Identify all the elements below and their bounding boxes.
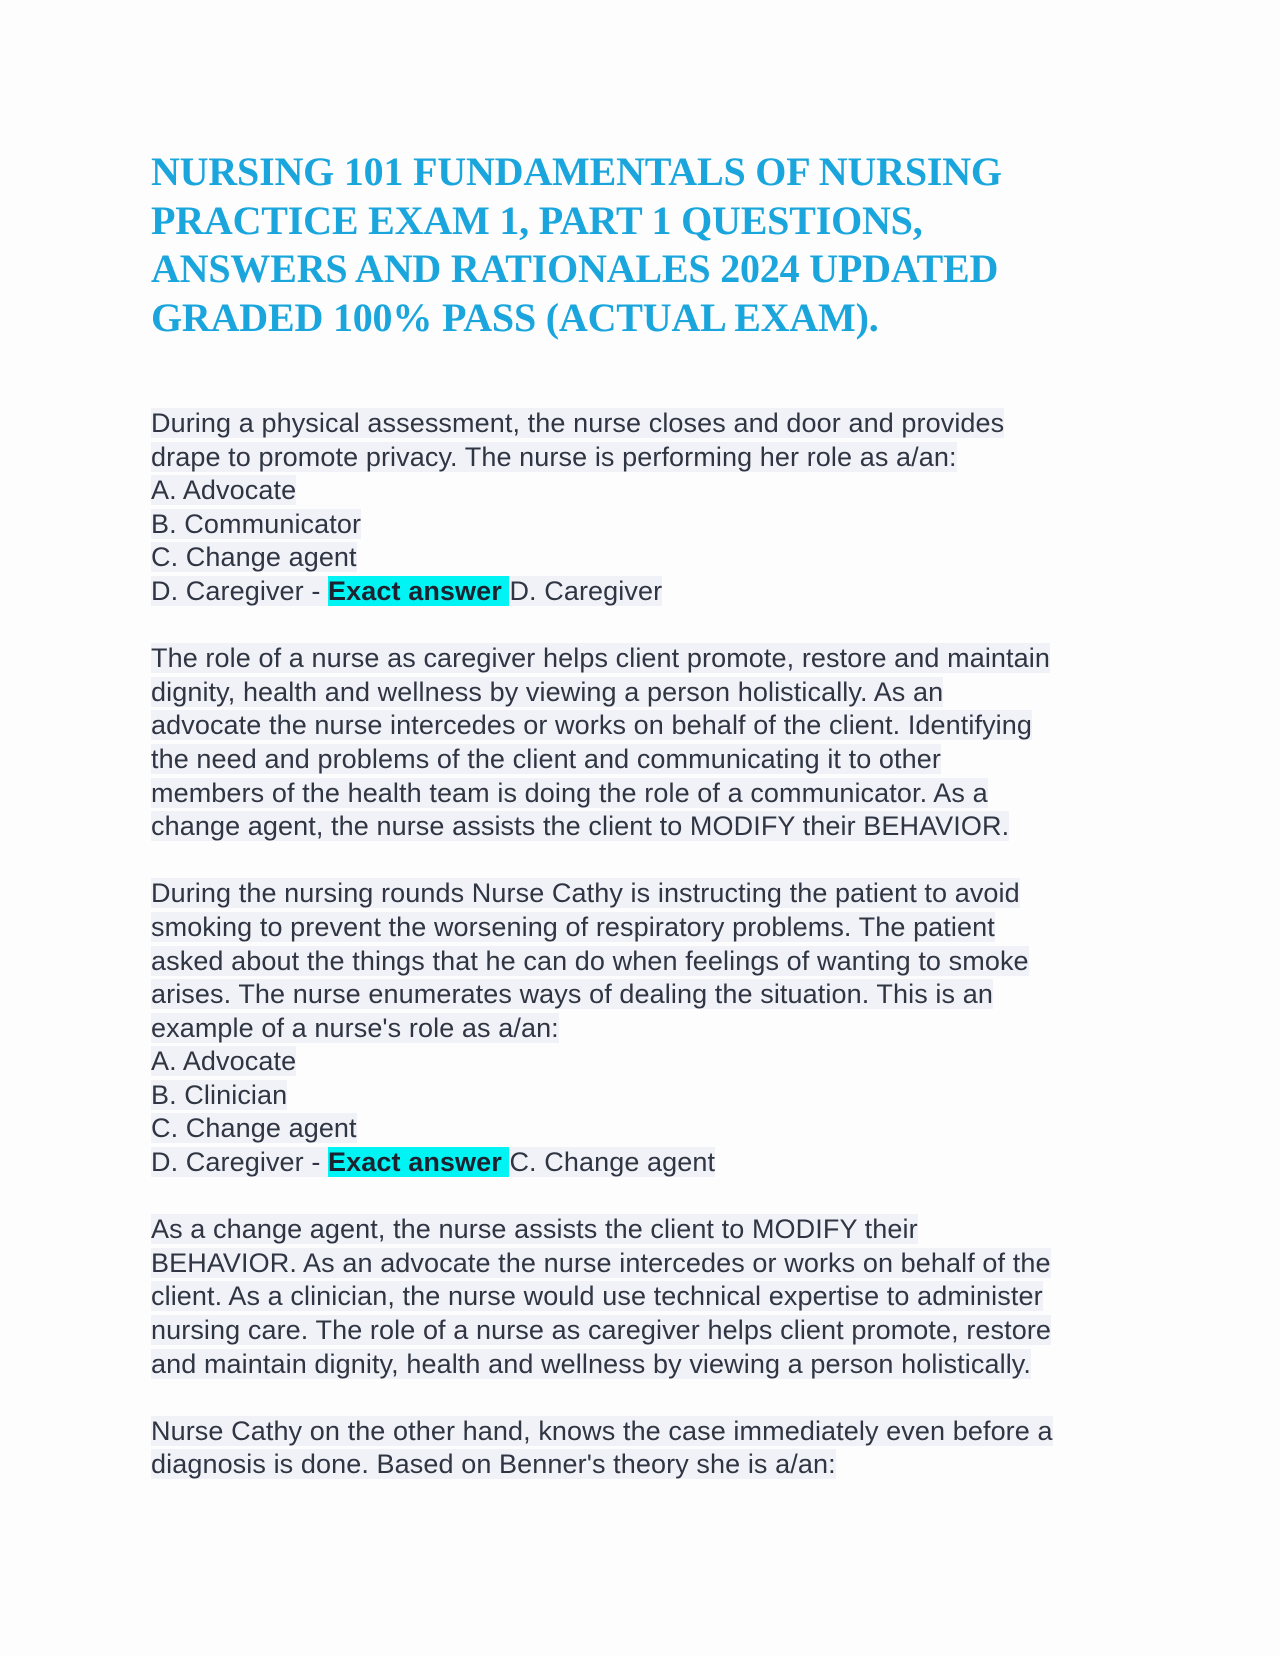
question-text-line: During the nursing rounds Nurse Cathy is instructing the patient to avoid xyxy=(151,878,1020,909)
rationale-line: nursing care. The role of a nurse as caregiver helps client promote, restore xyxy=(151,1315,1052,1346)
question-text-line: arises. The nurse enumerates ways of dealing the situation. This is an xyxy=(151,979,993,1010)
rationale-2 xyxy=(151,1213,1141,1381)
document-title xyxy=(151,148,1141,342)
question-1 xyxy=(151,407,1141,609)
option-d: D. Caregiver - xyxy=(151,1147,329,1178)
option-a: A. Advocate xyxy=(151,1046,297,1077)
title-line: GRADED 100% PASS (ACTUAL EXAM). xyxy=(151,294,879,340)
option-d-answer-line xyxy=(151,575,1141,609)
option-b: B. Clinician xyxy=(151,1079,288,1110)
rationale-line: dignity, health and wellness by viewing a person holistically. As an xyxy=(151,676,944,707)
option-c: C. Change agent xyxy=(151,1113,357,1144)
title-line: NURSING 101 FUNDAMENTALS OF NURSING xyxy=(151,149,1002,194)
exact-answer-highlight: Exact answer xyxy=(328,1147,510,1178)
question-text-line: During a physical assessment, the nurse closes and door and provides xyxy=(151,408,1005,438)
question-text-line: Nurse Cathy on the other hand, knows the case immediately even before a xyxy=(151,1415,1053,1446)
rationale-line: client. As a clinician, the nurse would use technical expertise to administer xyxy=(151,1281,1043,1312)
answer-value: D. Caregiver xyxy=(509,575,663,606)
question-text-line: example of a nurse's role as a/an: xyxy=(151,1012,559,1043)
option-d-answer-line xyxy=(151,1146,1141,1180)
title-line: PRACTICE EXAM 1, PART 1 QUESTIONS, xyxy=(151,197,923,243)
rationale-line: As a change agent, the nurse assists the client to MODIFY their xyxy=(151,1214,918,1245)
option-d: D. Caregiver - xyxy=(151,575,329,606)
document-body xyxy=(151,407,1141,1482)
rationale-line: the need and problems of the client and communicating it to other xyxy=(151,743,941,774)
option-c: C. Change agent xyxy=(151,542,357,573)
question-2 xyxy=(151,877,1141,1179)
option-b: B. Communicator xyxy=(151,508,362,539)
question-text-line: drape to promote privacy. The nurse is performing her role as a/an: xyxy=(151,441,957,472)
title-line: ANSWERS AND RATIONALES 2024 UPDATED xyxy=(151,246,999,291)
question-text-line: asked about the things that he can do when feelings of wanting to smoke xyxy=(151,945,1029,976)
rationale-line: and maintain dignity, health and wellness by viewing a person holistically. xyxy=(151,1348,1031,1379)
question-text-line: diagnosis is done. Based on Benner's theory she is a/an: xyxy=(151,1449,836,1480)
document-content xyxy=(151,148,1141,1482)
option-a: A. Advocate xyxy=(151,475,297,506)
rationale-line: change agent, the nurse assists the client to MODIFY their BEHAVIOR. xyxy=(151,811,1010,842)
question-3 xyxy=(151,1415,1141,1482)
rationale-line: advocate the nurse intercedes or works on behalf of the client. Identifying xyxy=(151,710,1033,741)
rationale-line: members of the health team is doing the role of a communicator. As a xyxy=(151,777,988,808)
question-text-line: smoking to prevent the worsening of respiratory problems. The patient xyxy=(151,911,995,942)
rationale-line: The role of a nurse as caregiver helps client promote, restore and maintain xyxy=(151,643,1050,674)
rationale-line: BEHAVIOR. As an advocate the nurse intercedes or works on behalf of the xyxy=(151,1247,1051,1278)
rationale-1 xyxy=(151,642,1141,844)
answer-value: C. Change agent xyxy=(509,1147,716,1178)
exact-answer-highlight: Exact answer xyxy=(328,575,510,606)
